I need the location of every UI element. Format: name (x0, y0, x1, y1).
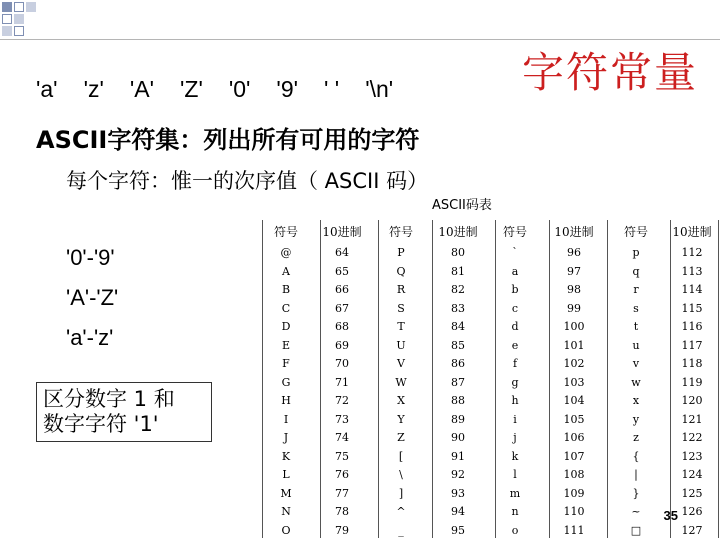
ascii-table (262, 220, 718, 538)
table-cell: \ (399, 468, 403, 481)
table-cell: 120 (681, 394, 703, 407)
table-cell: p (632, 246, 640, 259)
table-cell: n (511, 505, 519, 518)
table-cell: 77 (335, 486, 349, 500)
table-cell: N (281, 505, 291, 518)
ascii-charset-line: ASCII字符集：列出所有可用的字符 (36, 126, 420, 154)
note-line: 区分数字 1 和 (43, 387, 175, 411)
table-cell: x (632, 394, 640, 407)
char-example: '\n' (365, 76, 394, 102)
char-ranges (66, 238, 118, 358)
decor-square (14, 14, 24, 24)
table-cell: X (397, 394, 405, 407)
table-cell: 87 (451, 375, 465, 389)
table-cell: 88 (451, 394, 465, 407)
table-cell: ^ (396, 505, 406, 518)
table-cell: 83 (451, 301, 465, 315)
table-header: 10进制 (438, 225, 478, 239)
table-cell: 110 (563, 505, 585, 518)
table-column-rule (718, 220, 719, 538)
char-examples (36, 76, 419, 103)
char-example: '9' (276, 76, 298, 102)
table-cell: L (282, 468, 290, 481)
page-number: 35 (663, 508, 678, 523)
table-header: 符号 (623, 225, 648, 239)
table-cell: 122 (681, 431, 703, 444)
table-cell: o (511, 523, 519, 537)
table-cell: 68 (335, 320, 349, 333)
table-cell: 73 (335, 412, 349, 426)
table-cell: _ (398, 523, 404, 537)
range-uppercase: 'A'-'Z' (66, 285, 119, 310)
table-cell: 78 (335, 505, 349, 518)
table-cell: 99 (567, 301, 581, 315)
table-cell: 74 (335, 431, 349, 444)
table-cell: 82 (451, 283, 465, 296)
table-cell: 118 (681, 357, 703, 370)
table-cell: 114 (681, 283, 703, 296)
table-cell: 92 (451, 468, 465, 481)
table-cell: 106 (563, 431, 585, 444)
table-cell: 103 (563, 375, 585, 389)
table-cell: 93 (451, 486, 465, 500)
table-cell: 97 (567, 264, 581, 278)
table-cell: 127 (681, 523, 703, 537)
table-cell: 75 (335, 449, 349, 463)
table-cell: □ (630, 523, 642, 537)
table-cell: u (632, 338, 640, 352)
table-cell: 70 (335, 357, 349, 370)
table-cell: 113 (681, 264, 703, 278)
table-cell: 76 (335, 468, 349, 481)
table-cell: 66 (335, 283, 349, 296)
table-cell: 126 (681, 505, 703, 518)
table-cell: w (631, 375, 641, 389)
table-cell: ] (398, 486, 404, 500)
table-cell: W (395, 375, 407, 389)
slide-title: 字符常量 (521, 48, 698, 97)
table-cell: q (632, 264, 640, 278)
table-cell: j (513, 431, 517, 444)
table-cell: @ (280, 246, 292, 259)
table-cell: i (513, 412, 517, 426)
range-digits: '0'-'9' (66, 245, 115, 270)
char-example: ' ' (324, 76, 340, 102)
table-cell: 123 (681, 449, 703, 463)
table-cell: 105 (563, 412, 585, 426)
table-cell: f (512, 357, 518, 370)
table-caption: ASCII码表 (432, 198, 492, 213)
table-cell: [ (398, 449, 404, 463)
table-cell: 107 (563, 449, 585, 463)
char-example: '0' (228, 76, 251, 102)
table-cell: z (633, 431, 639, 444)
table-cell: a (511, 264, 519, 278)
table-cell: F (282, 357, 290, 370)
table-cell: 86 (451, 357, 465, 370)
table-cell: J (283, 431, 289, 444)
table-cell: I (283, 412, 289, 426)
table-cell: 85 (451, 338, 465, 352)
table-cell: | (634, 468, 638, 481)
table-cell: 79 (335, 523, 349, 537)
table-cell: Y (397, 412, 405, 426)
table-cell: 65 (335, 264, 349, 278)
table-cell: Q (396, 264, 406, 278)
table-cell: 125 (681, 486, 703, 500)
unique-order-line: 每个字符：惟一的次序值（ ASCII 码） (66, 169, 429, 193)
table-cell: 64 (335, 246, 349, 259)
range-lowercase: 'a'-'z' (66, 325, 114, 350)
table-cell: c (511, 301, 519, 315)
table-cell: h (511, 394, 519, 407)
table-cell: D (281, 320, 291, 333)
table-cell: g (511, 375, 519, 389)
table-cell: 80 (451, 246, 465, 259)
table-cell: { (632, 449, 640, 463)
table-cell: 81 (451, 264, 465, 278)
table-cell: 95 (451, 523, 465, 537)
table-cell: 72 (335, 394, 349, 407)
table-cell: 89 (451, 412, 465, 426)
table-cell: O (281, 523, 291, 537)
table-cell: 117 (681, 338, 703, 352)
table-cell: 102 (563, 357, 585, 370)
table-cell: 84 (451, 320, 465, 333)
table-cell: C (281, 301, 291, 315)
decor-square (2, 14, 12, 24)
table-cell: E (281, 338, 291, 352)
table-cell: ~ (631, 505, 641, 518)
decor-square (2, 26, 12, 36)
table-cell: 90 (451, 431, 465, 444)
table-cell: 104 (563, 394, 585, 407)
table-header: 符号 (273, 225, 298, 239)
table-cell: Z (397, 431, 405, 444)
table-cell: 124 (681, 468, 703, 481)
table-cell: 96 (567, 246, 581, 259)
note-line: 数字字符 '1' (43, 412, 159, 436)
table-cell: 121 (681, 412, 703, 426)
table-cell: d (511, 320, 519, 333)
table-cell: s (633, 301, 639, 315)
table-cell: R (396, 283, 406, 296)
table-cell: 116 (681, 320, 703, 333)
table-cell: 111 (563, 523, 585, 537)
decor-square (14, 2, 24, 12)
table-cell: t (633, 320, 639, 333)
table-cell: 101 (563, 338, 585, 352)
char-example: 'z' (83, 76, 104, 102)
table-cell: 115 (681, 301, 703, 315)
table-cell: ` (512, 246, 518, 259)
table-cell: P (397, 246, 405, 259)
table-cell: T (397, 320, 405, 333)
char-example: 'Z' (180, 76, 203, 102)
table-cell: 119 (681, 375, 703, 389)
table-cell: H (281, 394, 291, 407)
table-cell: B (281, 283, 291, 296)
table-cell: b (511, 283, 519, 296)
table-cell: v (632, 357, 640, 370)
table-cell: A (282, 264, 290, 278)
table-cell: k (511, 449, 519, 463)
table-cell: 91 (451, 449, 465, 463)
table-header: 10进制 (672, 225, 712, 239)
decor-square (26, 2, 36, 12)
table-header: 符号 (502, 225, 527, 239)
note-box (36, 382, 212, 442)
char-example: 'a' (36, 76, 58, 102)
table-cell: K (281, 449, 291, 463)
table-cell: G (281, 375, 291, 389)
table-cell: l (513, 468, 517, 481)
table-cell: 69 (335, 338, 349, 352)
table-header: 符号 (388, 225, 413, 239)
table-cell: 112 (681, 246, 703, 259)
table-cell: M (280, 486, 292, 500)
table-cell: y (632, 412, 640, 426)
table-cell: e (511, 338, 519, 352)
decor-square (14, 26, 24, 36)
table-cell: 71 (335, 375, 349, 389)
table-cell: S (397, 301, 405, 315)
table-cell: 100 (563, 320, 585, 333)
table-cell: U (396, 338, 406, 352)
table-cell: m (509, 486, 521, 500)
table-cell: 108 (563, 468, 585, 481)
table-cell: r (633, 283, 639, 296)
table-cell: 109 (563, 486, 585, 500)
table-cell: 98 (567, 283, 581, 296)
table-cell: 67 (335, 301, 349, 315)
table-cell: V (397, 357, 405, 370)
table-cell: } (632, 486, 640, 500)
table-header: 10进制 (554, 225, 594, 239)
decor-square (2, 2, 12, 12)
char-example: 'A' (129, 76, 154, 102)
table-cell: 94 (451, 505, 465, 518)
table-header: 10进制 (322, 225, 362, 239)
